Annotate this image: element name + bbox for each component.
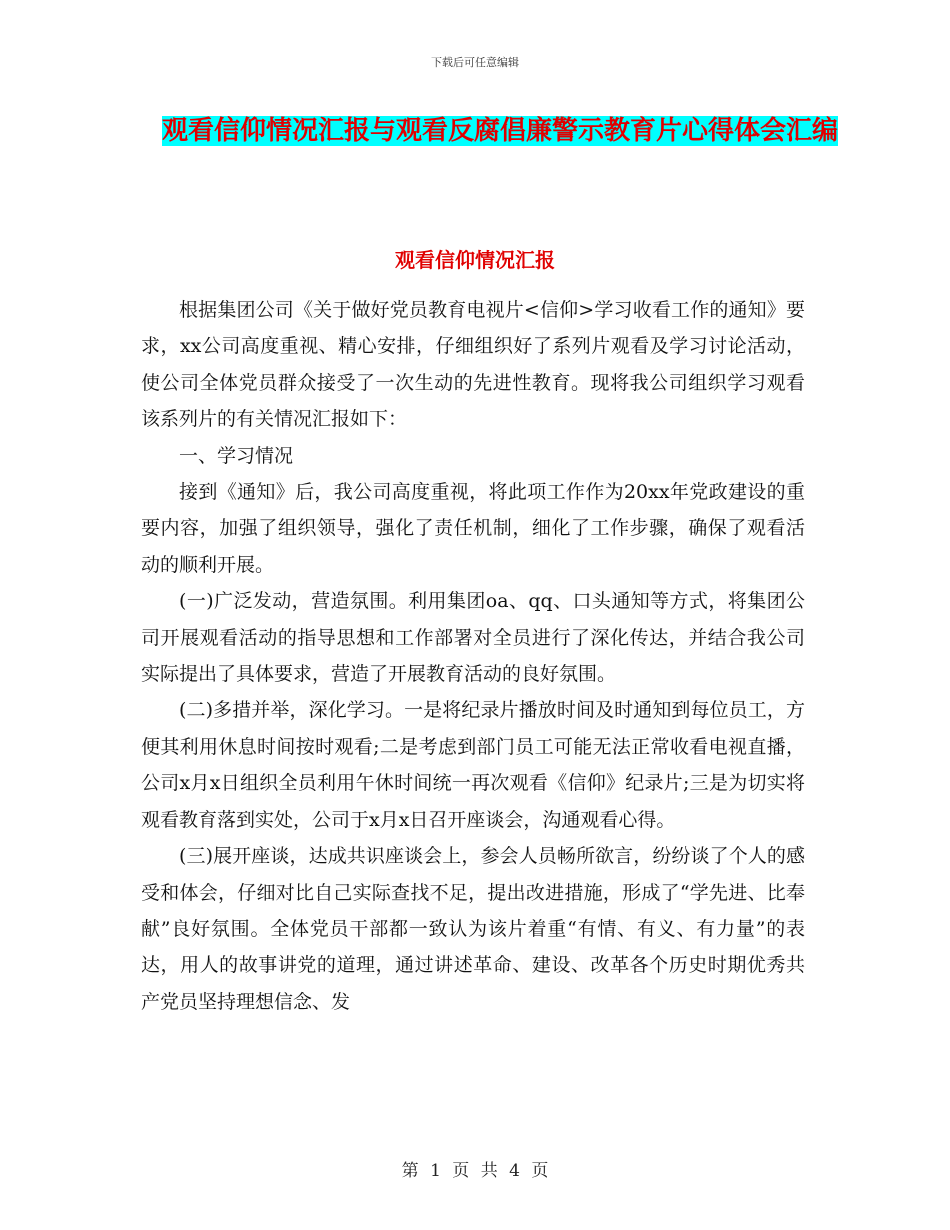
paragraph: (三)展开座谈，达成共识座谈会上，参会人员畅所欲言，纷纷谈了个人的感受和体会，仔细对比自己实际查找不足，提出改进措施，形成了“学先进、比奉献”良好氛围。全体党员干部都一致认为该片着重“有情、有义、有力量”的表达，用人的故事讲党的道理，通过讲述革命、建设、改革各个历史时期优秀共产党员坚持理想信念、发	[141, 845, 805, 1013]
paragraph: (一)广泛发动，营造氛围。利用集团oa、qq、口头通知等方式，将集团公司开展观看活动的指导思想和工作部署对全员进行了深化传达，并结合我公司实际提出了具体要求，营造了开展教育活动的良好氛围。	[141, 590, 805, 686]
body-text	[141, 292, 805, 1020]
header-note: 下载后可任意编辑	[431, 56, 519, 69]
page-footer: 第 1 页 共 4 页	[401, 1161, 549, 1181]
paragraph: (二)多措并举，深化学习。一是将纪录片播放时间及时通知到每位员工，方便其利用休息时间按时观看;二是考虑到部门员工可能无法正常收看电视直播，公司x月x日组织全员利用午休时间统一再次观看《信仰》纪录片;三是为切实将观看教育落到实处，公司于x月x日召开座谈会，沟通观看心得。	[141, 699, 805, 831]
section-title: 观看信仰情况汇报	[395, 248, 555, 272]
document-title	[140, 108, 860, 155]
paragraph: 一、学习情况	[179, 444, 294, 467]
paragraph: 根据集团公司《关于做好党员教育电视片<信仰>学习收看工作的通知》要求，xx公司高度重视、精心安排，仔细组织好了系列片观看及学习讨论活动，使公司全体党员群众接受了一次生动的先进性教育。现将我公司组织学习观看该系列片的有关情况汇报如下：	[141, 299, 805, 431]
paragraph: 接到《通知》后，我公司高度重视，将此项工作作为20xx年党政建设的重要内容，加强了组织领导，强化了责任机制，细化了工作步骤，确保了观看活动的顺利开展。	[141, 481, 805, 576]
document-title-text: 观看信仰情况汇报与观看反腐倡廉警示教育片心得体会汇编	[161, 116, 838, 146]
